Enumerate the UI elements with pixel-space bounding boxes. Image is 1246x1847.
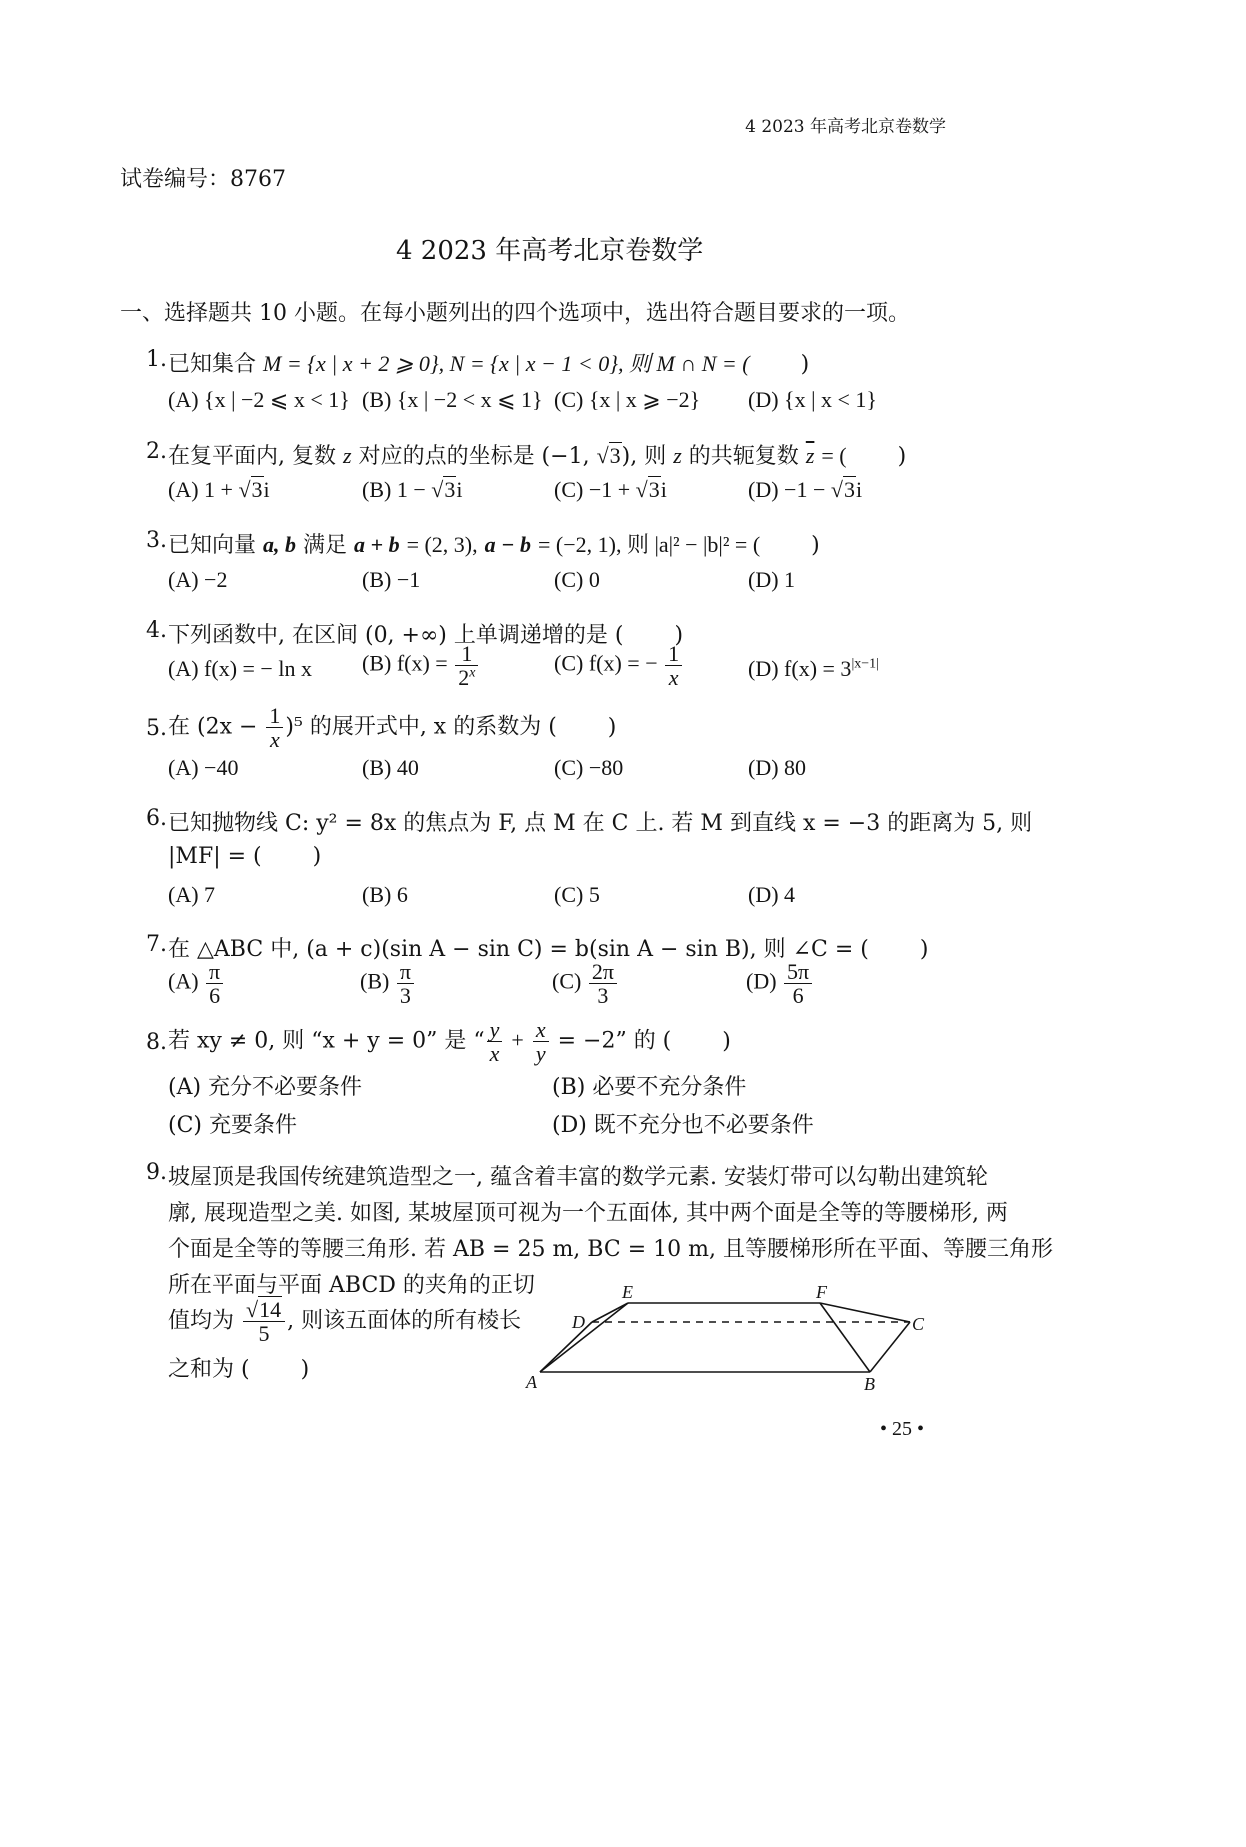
q4-option-b — [362, 642, 480, 689]
q3-eq1: a + b — [354, 532, 400, 557]
q2-d-sqrt: 3 — [843, 477, 855, 502]
q1-stem-math: M = {x | x + 2 ⩾ 0}, N = {x | x − 1 < 0}, 则 M ∩ N = ( — [263, 351, 750, 376]
q9-line4-row: 所在平面与平面 ABCD 的夹角的正切 — [168, 1273, 535, 1298]
label-e: E — [622, 1282, 633, 1302]
q7-d-fraction — [784, 960, 812, 1007]
q9-close: ) — [300, 1357, 310, 1382]
q4-d-exp: |x−1| — [851, 656, 879, 672]
page-number: • 25 • — [880, 1418, 925, 1440]
q8-option-c: (C) 充要条件 — [168, 1113, 297, 1138]
q2-number: 2. — [146, 439, 167, 464]
q9-line6: 之和为 ( — [168, 1357, 250, 1382]
q8-plus: + — [511, 1027, 524, 1053]
q3-option-b: (B) −1 — [362, 567, 421, 592]
question-6-line2 — [168, 844, 321, 869]
q2-d-i: i — [855, 477, 863, 502]
edge-bf — [820, 1303, 870, 1372]
question-7 — [146, 932, 929, 963]
q7-close: ) — [919, 937, 929, 962]
question-5 — [146, 703, 617, 753]
q2-var-zbar: $\overline{z}$ — [805, 443, 815, 468]
q2-option-b: (B) 1 − √3i — [362, 477, 463, 502]
q7-a-num: π — [206, 960, 223, 984]
q9-line6-row — [168, 1352, 309, 1383]
q4-b-den — [455, 666, 478, 689]
q4-c-num: 1 — [665, 642, 682, 666]
q4-b-den-base: 2 — [458, 665, 470, 691]
label-c: C — [912, 1314, 925, 1334]
label-b: B — [864, 1374, 875, 1394]
q4-number: 4. — [146, 618, 167, 643]
q7-c-label: (C) — [552, 968, 582, 994]
q7-a-den: 6 — [209, 983, 221, 1009]
q2-var-z-2: z — [673, 443, 682, 468]
q8-option-d: (D) 既不充分也不必要条件 — [552, 1113, 814, 1138]
q7-option-a — [168, 960, 225, 1007]
question-2 — [146, 439, 907, 470]
q1-option-a: (A) {x | −2 ⩽ x < 1} — [168, 387, 350, 412]
q7-option-b — [360, 960, 416, 1007]
q9-sqrt14: 14 — [259, 1297, 282, 1322]
q7-c-den: 3 — [597, 983, 609, 1009]
q2-d-pre: (D) −1 − — [748, 477, 826, 502]
q2-sqrt3-radicand: 3 — [609, 443, 621, 468]
q4-b-fraction — [455, 642, 478, 689]
q2-var-z: z — [343, 443, 352, 468]
q7-number: 7. — [146, 932, 167, 957]
q9-line5-row — [168, 1298, 521, 1345]
question-3 — [146, 528, 820, 559]
q5-num: 1 — [266, 704, 283, 728]
q2-stem-mid2: ), 则 — [621, 444, 667, 469]
q1-close: ) — [800, 352, 810, 377]
q3-option-d: (D) 1 — [748, 567, 796, 592]
q3-stem2: 满足 — [303, 533, 348, 558]
q8-f2-den: y — [535, 1041, 546, 1067]
q9-line1: 坡屋顶是我国传统建筑造型之一, 蕴含着丰富的数学元素. 安装灯带可以勾勒出建筑轮 — [168, 1165, 988, 1190]
q7-option-d — [746, 960, 814, 1007]
q4-c-pre: (C) f(x) = − — [554, 650, 658, 676]
q7-d-label: (D) — [746, 968, 777, 994]
q2-option-d: (D) −1 − √3i — [748, 477, 863, 502]
q3-stem: 已知向量 — [168, 533, 257, 558]
q3-number: 3. — [146, 528, 167, 553]
edge-ad — [540, 1322, 592, 1372]
q9-line5-post: , 则该五面体的所有棱长 — [287, 1308, 522, 1334]
q7-stem: 在 △ABC 中, (a + c)(sin A − sin C) = b(sin A − sin B), 则 ∠C = ( — [168, 937, 869, 962]
q1-option-d: (D) {x | x < 1} — [748, 387, 877, 412]
q4-b-den-exp: x — [469, 665, 476, 681]
q6-line2: |MF| = ( — [168, 844, 262, 869]
q2-c-pre: (C) −1 + — [554, 477, 631, 502]
edge-cf — [820, 1303, 910, 1322]
question-1 — [146, 347, 810, 378]
q8-stem-post: = −2” 的 ( — [557, 1028, 672, 1054]
q2-stem-mid: 对应的点的坐标是 (−1, — [358, 444, 590, 469]
q5-option-b: (B) 40 — [362, 755, 419, 780]
q2-c-sqrt: 3 — [648, 477, 660, 502]
q6-number: 6. — [146, 806, 167, 831]
q8-f1-den: x — [489, 1041, 500, 1067]
q2-b-sqrt: 3 — [444, 477, 456, 502]
paper-id: 试卷编号：8767 — [120, 167, 286, 192]
q1-option-b: (B) {x | −2 < x ⩽ 1} — [362, 387, 543, 412]
q6-option-a: (A) 7 — [168, 882, 216, 907]
q7-b-num: π — [397, 960, 414, 984]
q4-c-den: x — [668, 665, 679, 691]
q8-frac2 — [533, 1018, 549, 1065]
q7-c-num: 2π — [589, 960, 617, 984]
q6-option-d: (D) 4 — [748, 882, 796, 907]
q5-stem-post: )⁵ 的展开式中, x 的系数为 ( — [285, 714, 557, 740]
q7-a-label: (A) — [168, 968, 199, 994]
edge-bc — [870, 1322, 910, 1372]
q4-b-num: 1 — [455, 642, 478, 666]
q9-den: 5 — [258, 1321, 270, 1347]
q9-line2-row: 廓, 展现造型之美. 如图, 某坡屋顶可视为一个五面体, 其中两个面是全等的等腰梯形, 两 — [168, 1201, 1008, 1226]
q8-stem-pre: 若 xy ≠ 0, 则 “x + y = 0” 是 “ — [168, 1028, 485, 1054]
q7-b-fraction — [397, 960, 414, 1007]
q3-eq2: a − b — [484, 532, 531, 557]
q2-close: ) — [897, 444, 907, 469]
q7-d-den: 6 — [792, 983, 804, 1009]
q2-stem-prefix: 在复平面内, 复数 — [168, 444, 336, 469]
q5-option-a: (A) −40 — [168, 755, 239, 780]
q3-close: ) — [811, 533, 820, 558]
q2-eq: = ( — [821, 443, 847, 468]
label-d: D — [572, 1312, 585, 1332]
q2-a-pre: (A) 1 + — [168, 477, 233, 502]
q1-number: 1. — [146, 347, 167, 372]
label-a: A — [526, 1372, 537, 1392]
section-heading: 一、选择题共 10 小题。在每小题列出的四个选项中，选出符合题目要求的一项。 — [120, 301, 910, 326]
q9-line5-pre: 值均为 — [168, 1308, 235, 1334]
q8-f2-num: x — [533, 1018, 549, 1042]
q1-option-c: (C) {x | x ⩾ −2} — [554, 387, 701, 412]
q6-line1: 已知抛物线 C: y² = 8x 的焦点为 F, 点 M 在 C 上. 若 M 到直线 x = −3 的距离为 5, 则 — [168, 811, 1033, 836]
question-8 — [146, 1017, 731, 1067]
q8-frac1 — [487, 1018, 503, 1065]
q2-option-a: (A) 1 + √3i — [168, 477, 270, 502]
q2-sqrt3: √3 — [596, 443, 621, 468]
q8-option-b: (B) 必要不充分条件 — [552, 1075, 747, 1100]
question-6 — [146, 806, 1033, 837]
q2-a-i: i — [263, 477, 270, 502]
q5-close: ) — [607, 714, 617, 740]
q5-number: 5. — [146, 716, 167, 741]
q9-num: √14 — [243, 1298, 285, 1322]
edge-ae — [540, 1303, 628, 1372]
q5-option-c: (C) −80 — [554, 755, 624, 780]
q6-option-c: (C) 5 — [554, 882, 600, 907]
q5-den: x — [270, 727, 280, 753]
page-title: 4 2023 年高考北京卷数学 — [396, 236, 704, 266]
q4-c-fraction — [665, 642, 682, 689]
q3-option-a: (A) −2 — [168, 567, 228, 592]
q1-stem-prefix: 已知集合 — [168, 352, 257, 377]
q3-vectors: a, b — [263, 532, 297, 557]
q2-a-sqrt: 3 — [251, 477, 263, 502]
q7-a-fraction — [206, 960, 223, 1007]
edge-de — [592, 1303, 628, 1322]
q2-option-c: (C) −1 + √3i — [554, 477, 667, 502]
q9-number: 9. — [146, 1160, 167, 1185]
q8-f1-num: y — [487, 1018, 503, 1042]
q7-c-fraction — [589, 960, 617, 1007]
q7-b-label: (B) — [360, 968, 390, 994]
q4-option-d — [748, 656, 879, 682]
q5-option-d: (D) 80 — [748, 755, 807, 780]
q4-d-pre: (D) f(x) = 3 — [748, 656, 852, 681]
q8-option-a: (A) 充分不必要条件 — [168, 1075, 363, 1100]
q5-fraction — [266, 704, 283, 751]
q2-c-i: i — [660, 477, 667, 502]
q4-b-pre: (B) f(x) = — [362, 650, 448, 676]
q3-option-c: (C) 0 — [554, 567, 600, 592]
q4-close: ) — [674, 623, 684, 648]
q2-b-i: i — [456, 477, 463, 502]
q8-number: 8. — [146, 1030, 167, 1055]
q4-option-a: (A) f(x) = − ln x — [168, 656, 312, 681]
label-f: F — [816, 1282, 827, 1302]
q3-eq1-value: = (2, 3), — [406, 532, 478, 557]
q9-line3-row: 个面是全等的等腰三角形. 若 AB = 25 m, BC = 10 m, 且等腰梯形所在平面、等腰三角形 — [168, 1237, 1053, 1262]
q8-close: ) — [722, 1028, 731, 1054]
q5-stem-pre: 在 (2x − — [168, 714, 258, 740]
q7-b-den: 3 — [399, 983, 411, 1009]
q6-close: ) — [312, 844, 322, 869]
q3-eq2-value: = (−2, 1), 则 |a|² − |b|² = ( — [537, 532, 761, 557]
q2-b-pre: (B) 1 − — [362, 477, 426, 502]
q7-option-c — [552, 960, 619, 1007]
q9-fraction — [243, 1298, 285, 1345]
running-header: 4 2023 年高考北京卷数学 — [745, 117, 946, 137]
q7-d-num: 5π — [784, 960, 812, 984]
q4-stem: 下列函数中, 在区间 (0, +∞) 上单调递增的是 ( — [168, 623, 624, 648]
q2-stem-mid3: 的共轭复数 — [688, 444, 799, 469]
question-9 — [146, 1160, 988, 1191]
q6-option-b: (B) 6 — [362, 882, 408, 907]
q4-option-c — [554, 642, 684, 689]
